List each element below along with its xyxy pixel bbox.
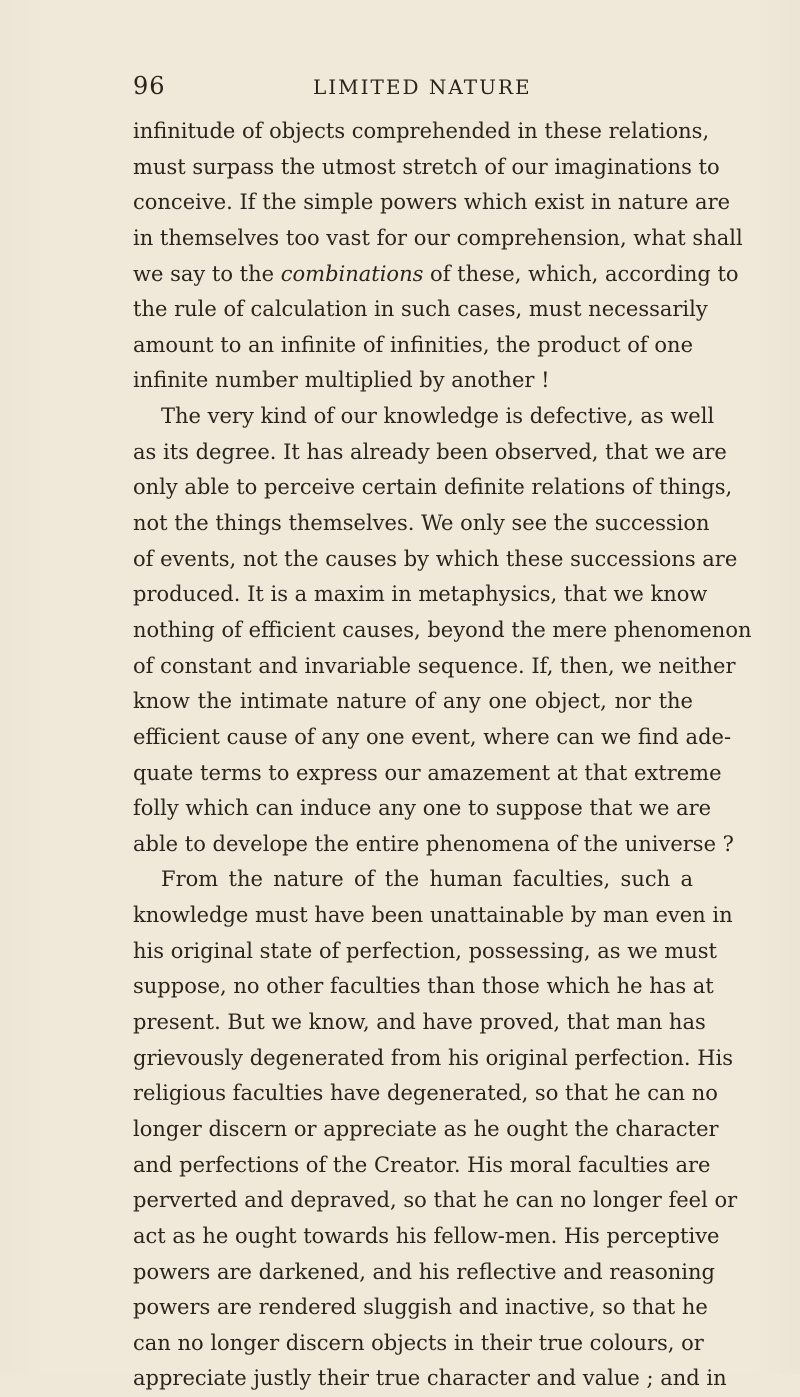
emphasis-text: combinations	[280, 261, 424, 286]
text-line: suppose, no other faculties than those which he has at	[133, 974, 714, 999]
text-line: act as he ought towards his fellow-men. His perceptive	[133, 1223, 720, 1248]
text-line: efficient cause of any one event, where can we find ade-	[133, 724, 732, 749]
text-line: only able to perceive certain definite relations of things,	[133, 475, 733, 500]
text-line: powers are darkened, and his reflective and reasoning	[133, 1259, 715, 1284]
text-line: religious faculties have degenerated, so that he can no	[133, 1081, 718, 1106]
text-line: of events, not the causes by which these successions are	[133, 546, 738, 571]
text-line: produced. It is a maxim in metaphysics, that we know	[133, 582, 708, 607]
text-line: quate terms to express our amazement at that extreme	[133, 760, 722, 785]
text-line: infinitude of objects comprehended in these relations,	[133, 119, 710, 143]
text-fragment: of these, which, according to	[423, 261, 739, 286]
text-line: not the things themselves. We only see the succession	[133, 511, 710, 536]
text-line: perverted and depraved, so that he can no longer feel or	[133, 1188, 738, 1213]
text-line: infinite number multiplied by another !	[133, 368, 550, 393]
text-line: of constant and invariable sequence. If, then, we neither	[133, 653, 736, 678]
text-line: conceive. If the simple powers which exist in nature are	[133, 190, 731, 215]
text-line	[133, 257, 739, 293]
text-line: the rule of calculation in such cases, must necessarily	[133, 297, 708, 322]
text-line: grievously degenerated from his original perfection. His	[133, 1045, 734, 1070]
running-head	[133, 72, 693, 106]
text-fragment: we say to the	[133, 261, 281, 286]
text-line: know the intimate nature of any one object, nor the	[133, 689, 693, 714]
paragraph-start-line: The very kind of our knowledge is defective, as well	[161, 404, 715, 429]
text-line: powers are rendered sluggish and inactive, so that he	[133, 1295, 708, 1320]
text-line: longer discern or appreciate as he ought the character	[133, 1116, 719, 1141]
text-line: appreciate justly their true character and value ; and in	[133, 1366, 727, 1391]
text-line: amount to an infinite of infinities, the product of one	[133, 332, 693, 357]
page-number: 96	[133, 72, 166, 100]
body-text	[133, 114, 752, 1397]
text-line: present. But we know, and have proved, that man has	[133, 1010, 706, 1035]
text-line: able to develope the entire phenomena of the universe ?	[133, 831, 734, 856]
text-line: knowledge must have been unattainable by man even in	[133, 903, 733, 928]
running-head-title: LIMITED NATURE	[313, 75, 532, 99]
text-line: must surpass the utmost stretch of our imaginations to	[133, 154, 720, 179]
text-line: and perfections of the Creator. His moral faculties are	[133, 1152, 711, 1177]
text-line: nothing of efficient causes, beyond the mere phenomenon	[133, 617, 752, 642]
text-line: can no longer discern objects in their true colours, or	[133, 1330, 704, 1355]
text-line: in themselves too vast for our comprehension, what shall	[133, 225, 743, 250]
text-line: folly which can induce any one to suppose that we are	[133, 796, 712, 821]
text-line: his original state of perfection, possessing, as we must	[133, 938, 717, 963]
paragraph-start-line: From the nature of the human faculties, such a	[161, 867, 693, 892]
text-line: as its degree. It has already been observed, that we are	[133, 439, 727, 464]
